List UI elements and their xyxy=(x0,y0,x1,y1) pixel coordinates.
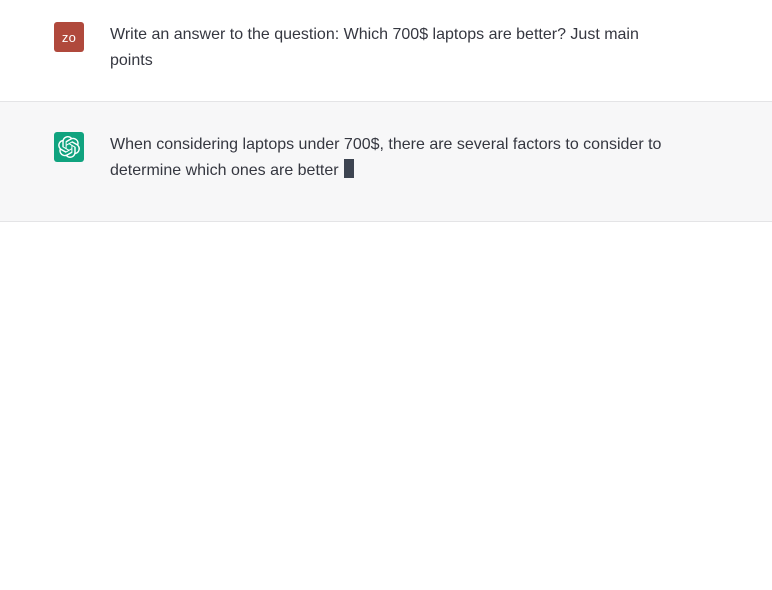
user-avatar-initials: zo xyxy=(61,29,77,45)
assistant-avatar xyxy=(54,132,84,162)
assistant-message-row xyxy=(0,101,772,222)
chat-area xyxy=(0,0,772,222)
user-avatar xyxy=(54,22,84,52)
assistant-message-text xyxy=(110,132,662,184)
assistant-message-text-content: When considering laptops under 700$, there are several factors to consider to determine which ones are better xyxy=(110,136,662,179)
streaming-cursor xyxy=(344,159,354,178)
openai-logo-icon xyxy=(58,136,80,158)
user-message-text: Write an answer to the question: Which 700$ laptops are better? Just main points xyxy=(110,26,639,69)
user-message-row xyxy=(0,0,772,101)
